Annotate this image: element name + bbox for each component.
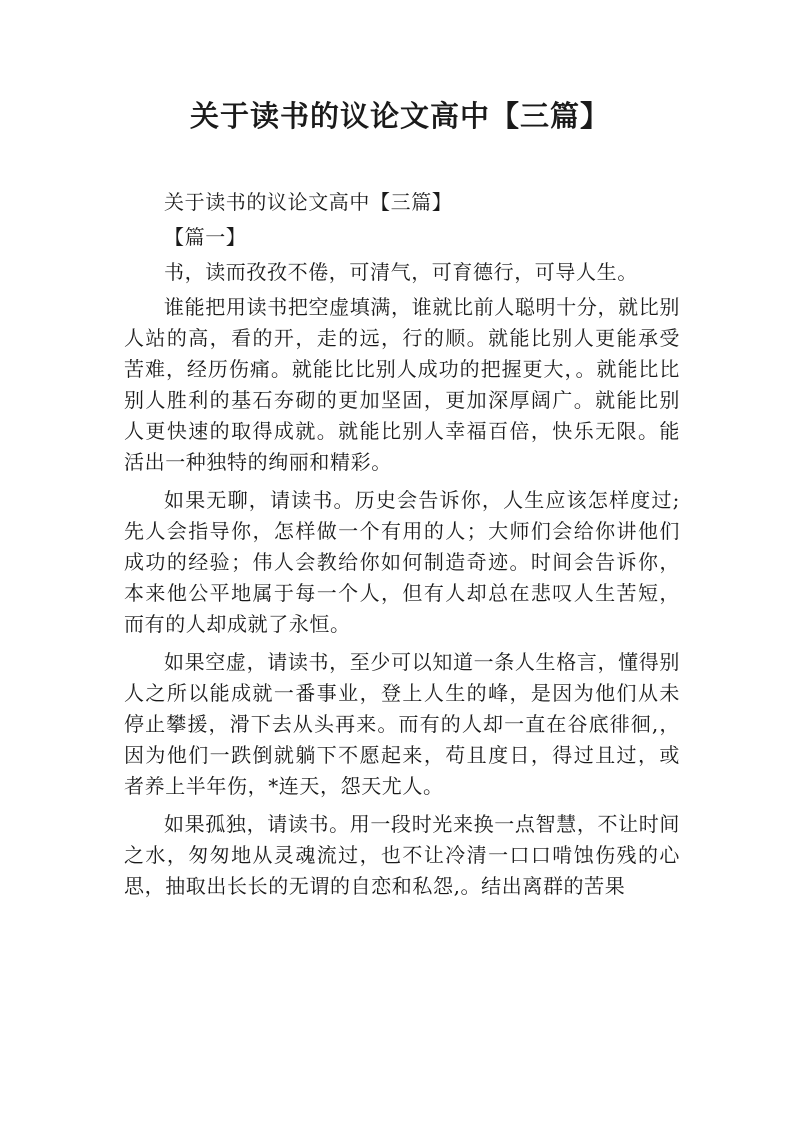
paragraph: 如果空虚，请读书，至少可以知道一条人生格言，懂得别人之所以能成就一番事业，登上人生的峰，是因为他们从未停止攀援，滑下去从头再来。而有的人却一直在谷底徘徊,，因为他们一跌倒就躺下不愿起来，苟且度日，得过且过，或者养上半年伤，*连天，怨天尤人。 xyxy=(124,650,680,798)
document-body xyxy=(124,187,680,909)
paragraph: 书，读而孜孜不倦，可清气，可育德行，可导人生。 xyxy=(164,260,638,284)
document-title: 关于读书的议论文高中【三篇】 xyxy=(189,99,610,133)
paragraph: 如果孤独，请读书。用一段时光来换一点智慧，不让时间之水，匆匆地从灵魂流过，也不让冷清一口口啃蚀伤残的心思，抽取出长长的无谓的自恋和私怨,。结出离群的苦果 xyxy=(124,812,680,898)
paragraph: 如果无聊，请读书。历史会告诉你，人生应该怎样度过;先人会指导你，怎样做一个有用的人；大师们会给你讲他们成功的经验；伟人会教给你如何制造奇迹。时间会告诉你，本来他公平地属于每一个人，但有人却总在悲叹人生苦短，而有的人却成就了永恒。 xyxy=(124,488,680,636)
section-heading: 【篇一】 xyxy=(164,225,247,249)
paragraph: 谁能把用读书把空虚填满，谁就比前人聪明十分，就比别人站的高，看的开，走的远，行的顺。就能比别人更能承受苦难，经历伤痛。就能比比别人成功的把握更大，。就能比比别人胜利的基石夯砌的更加坚固，更加深厚阔广。就能比别人更快速的取得成就。就能比别人幸福百倍，快乐无限。能活出一种独特的绚丽和精彩。 xyxy=(124,295,680,474)
document-subtitle: 关于读书的议论文高中【三篇】 xyxy=(164,190,453,214)
